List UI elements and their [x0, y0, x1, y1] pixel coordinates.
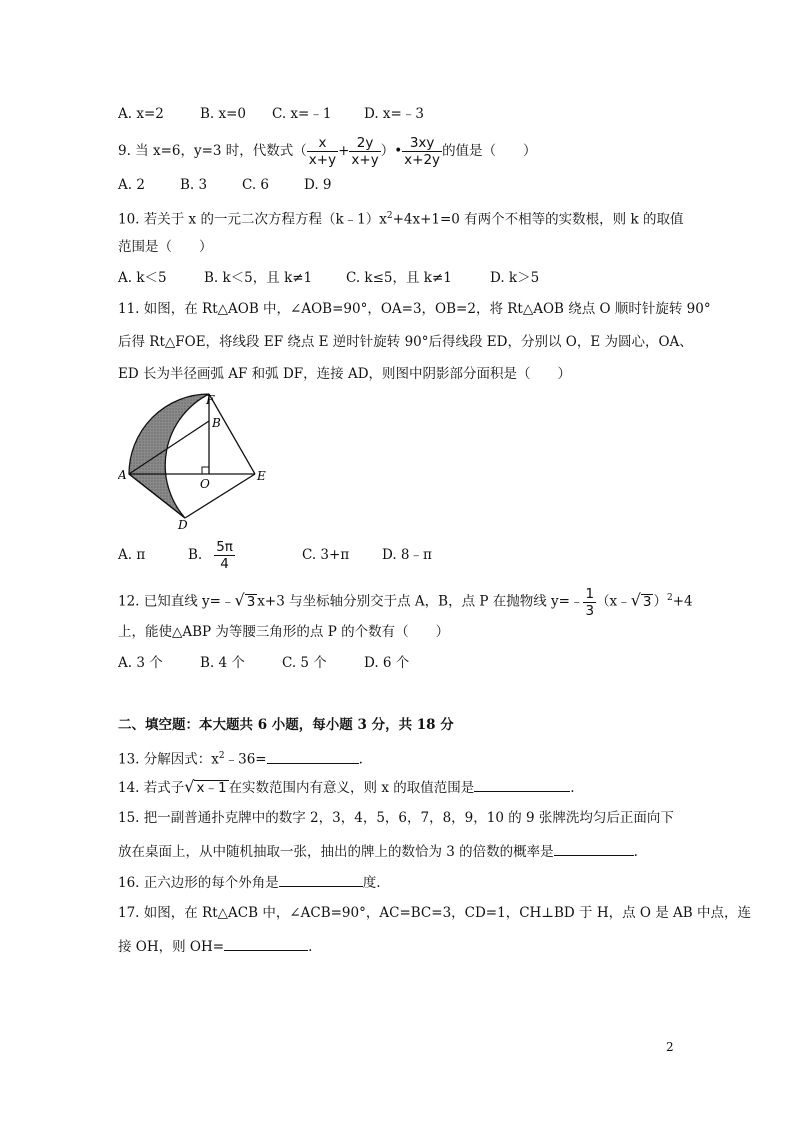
q11-option-b	[188, 536, 302, 574]
q9-f2-numerator: 2y	[349, 135, 380, 152]
q11-option-b-denominator: 4	[220, 556, 229, 572]
q10-option-c: C. k≤5，且 k≠1	[346, 270, 452, 286]
q17-text: 接 OH，则 OH=	[118, 939, 225, 955]
q12-fraction	[583, 586, 596, 619]
q8-option-c: C. x=﹣1	[272, 106, 332, 122]
segment-ed	[185, 474, 255, 518]
q9-f3-denominator: x+2y	[404, 152, 441, 168]
q12-option-c: C. 5 个	[282, 655, 327, 671]
q13-answer-blank[interactable]	[267, 749, 359, 764]
q13-end: .	[358, 751, 363, 768]
q9-plus: +	[338, 143, 350, 159]
segment-fe	[209, 394, 255, 474]
q10-option-a: A. k＜5	[118, 270, 167, 286]
q11-line-2: 后得 Rt△FOE，将线段 EF 绕点 E 逆时针旋转 90°后得线段 ED，分别以 O，E 为圆心，OA、	[118, 334, 693, 350]
q9-option-d: D. 9	[304, 177, 332, 193]
q14-answer-blank[interactable]	[474, 777, 570, 792]
q14-text-a: 14. 若式子	[118, 780, 185, 796]
q9-options	[118, 175, 332, 195]
q14-end: .	[570, 780, 575, 796]
q11-option-b-fraction	[214, 539, 235, 572]
q12-option-b: B. 4 个	[200, 655, 245, 671]
q16-answer-blank[interactable]	[279, 872, 363, 887]
radical-sign-icon: √	[184, 777, 195, 796]
q9-option-a: A. 2	[118, 177, 145, 193]
q12-options	[118, 653, 409, 673]
q9-prefix: 9. 当 x=6，y=3 时，代数式（	[118, 143, 307, 159]
q12-sqrt-3: 3	[246, 593, 256, 610]
question-16	[118, 872, 381, 893]
q16-text-b: 度.	[362, 875, 381, 891]
label-o: O	[200, 477, 210, 491]
q9-close-dot: ）•	[380, 143, 403, 159]
section-2-title: 二、填空题：本大题共 6 小题，每小题 3 分，共 18 分	[118, 717, 454, 733]
q10-option-d: D. k＞5	[490, 270, 540, 286]
q12-exponent: 2	[666, 593, 673, 603]
label-a: A	[118, 468, 127, 482]
q11-line-3: ED 长为半径画弧 AF 和弧 DF，连接 AD，则图中阴影部分面积是（ ）	[118, 366, 572, 382]
q8-option-b: B. x=0	[200, 106, 247, 122]
q9-option-c: C. 6	[242, 177, 270, 193]
q12-line-1	[118, 581, 693, 619]
q12-sqrt-3-second: 3	[642, 593, 652, 610]
q9-f1-numerator: x	[307, 135, 338, 152]
q9-f2-denominator: x+y	[351, 152, 379, 168]
q12-fraction-numerator: 1	[585, 585, 595, 602]
q17-line-1: 17. 如图，在 Rt△ACB 中，∠ACB=90°，AC=BC=3，CD=1，CH⊥BD 于 H，点 O 是 AB 中点，连	[118, 905, 752, 921]
label-b: B	[212, 416, 221, 430]
q10-option-b: B. k＜5，且 k≠1	[204, 270, 313, 286]
q12-text-c: （x﹣	[596, 593, 631, 610]
page-number: 2	[666, 1040, 674, 1054]
q9-option-b: B. 3	[180, 177, 208, 193]
q12-line-2: 上，能使△ABP 为等腰三角形的点 P 的个数有（ ）	[118, 624, 450, 640]
q15-line-1: 15. 把一副普通扑克牌中的数字 2，3，4，5，6，7，8，9，10 的 9 张牌洗均匀后正面向下	[118, 810, 674, 826]
q10-line-2: 范围是（ ）	[118, 239, 213, 255]
q12-option-d: D. 6 个	[364, 655, 410, 671]
q12-text-b: x+3 与坐标轴分别交于点 A，B，点 P 在抛物线 y=﹣	[257, 593, 584, 610]
q15-answer-blank[interactable]	[554, 841, 634, 856]
q11-geometry-figure	[118, 390, 278, 530]
q15-text: 放在桌面上，从中随机抽取一张，抽出的牌上的数恰为 3 的倍数的概率是	[118, 844, 554, 860]
q15-end: .	[633, 844, 638, 860]
q10-text-b: +4x+1=0 有两个不相等的实数根，则 k 的取值	[392, 211, 684, 228]
label-d: D	[178, 518, 188, 530]
q9-suffix: 的值是（ ）	[442, 143, 537, 159]
q8-option-d: D. x=﹣3	[364, 106, 424, 122]
q11-option-b-label: B.	[188, 547, 203, 563]
q11-line-1: 11. 如图，在 Rt△AOB 中，∠AOB=90°，OA=3，OB=2，将 Rt△AOB 绕点 O 顺时针旋转 90°	[118, 301, 711, 317]
q11-options	[118, 536, 432, 574]
q17-answer-blank[interactable]	[224, 936, 308, 951]
q17-end: .	[308, 939, 313, 955]
q8-options	[118, 104, 424, 124]
q10-line-1	[118, 206, 683, 230]
q11-option-c: C. 3+π	[302, 547, 350, 563]
q12-text-a: 12. 已知直线 y=﹣	[118, 593, 235, 610]
right-angle-mark	[202, 467, 209, 474]
q11-option-d: D. 8﹣π	[382, 547, 432, 563]
q17-line-2	[118, 936, 312, 957]
label-f: F	[206, 393, 215, 407]
question-13	[118, 746, 363, 770]
q11-option-a: A. π	[118, 547, 146, 563]
question-9	[118, 134, 537, 168]
q11-option-b-numerator: 5π	[216, 539, 233, 555]
q12-text-d: ）	[653, 593, 667, 610]
q15-line-2	[118, 841, 638, 862]
q14-radicand: x﹣1	[196, 780, 227, 796]
q12-text-e: +4	[672, 593, 693, 610]
q13-exponent: 2	[218, 751, 225, 761]
q14-text-b: 在实数范围内有意义，则 x 的取值范围是	[228, 780, 475, 796]
q10-options	[118, 268, 539, 288]
q9-f3-numerator: 3xy	[402, 135, 442, 152]
q9-fraction-1	[307, 135, 338, 168]
q16-text-a: 16. 正六边形的每个外角是	[118, 875, 279, 891]
q9-f1-denominator: x+y	[308, 152, 337, 168]
q13-text-a: 13. 分解因式：x	[118, 751, 219, 768]
q13-text-b: ﹣36=	[224, 751, 267, 768]
label-e: E	[257, 469, 266, 483]
q10-exponent: 2	[386, 211, 393, 221]
question-14	[118, 777, 575, 798]
q10-text-a: 10. 若关于 x 的一元二次方程方程（k﹣1）x	[118, 211, 387, 228]
q12-option-a: A. 3 个	[118, 655, 163, 671]
q8-option-a: A. x=2	[118, 106, 164, 122]
q12-fraction-denominator: 3	[585, 602, 595, 619]
shaded-region	[129, 394, 209, 518]
q9-fraction-3	[402, 135, 442, 168]
q9-fraction-2	[349, 135, 380, 168]
radical-sign-icon: √	[234, 590, 245, 610]
radical-sign-icon: √	[630, 590, 641, 610]
